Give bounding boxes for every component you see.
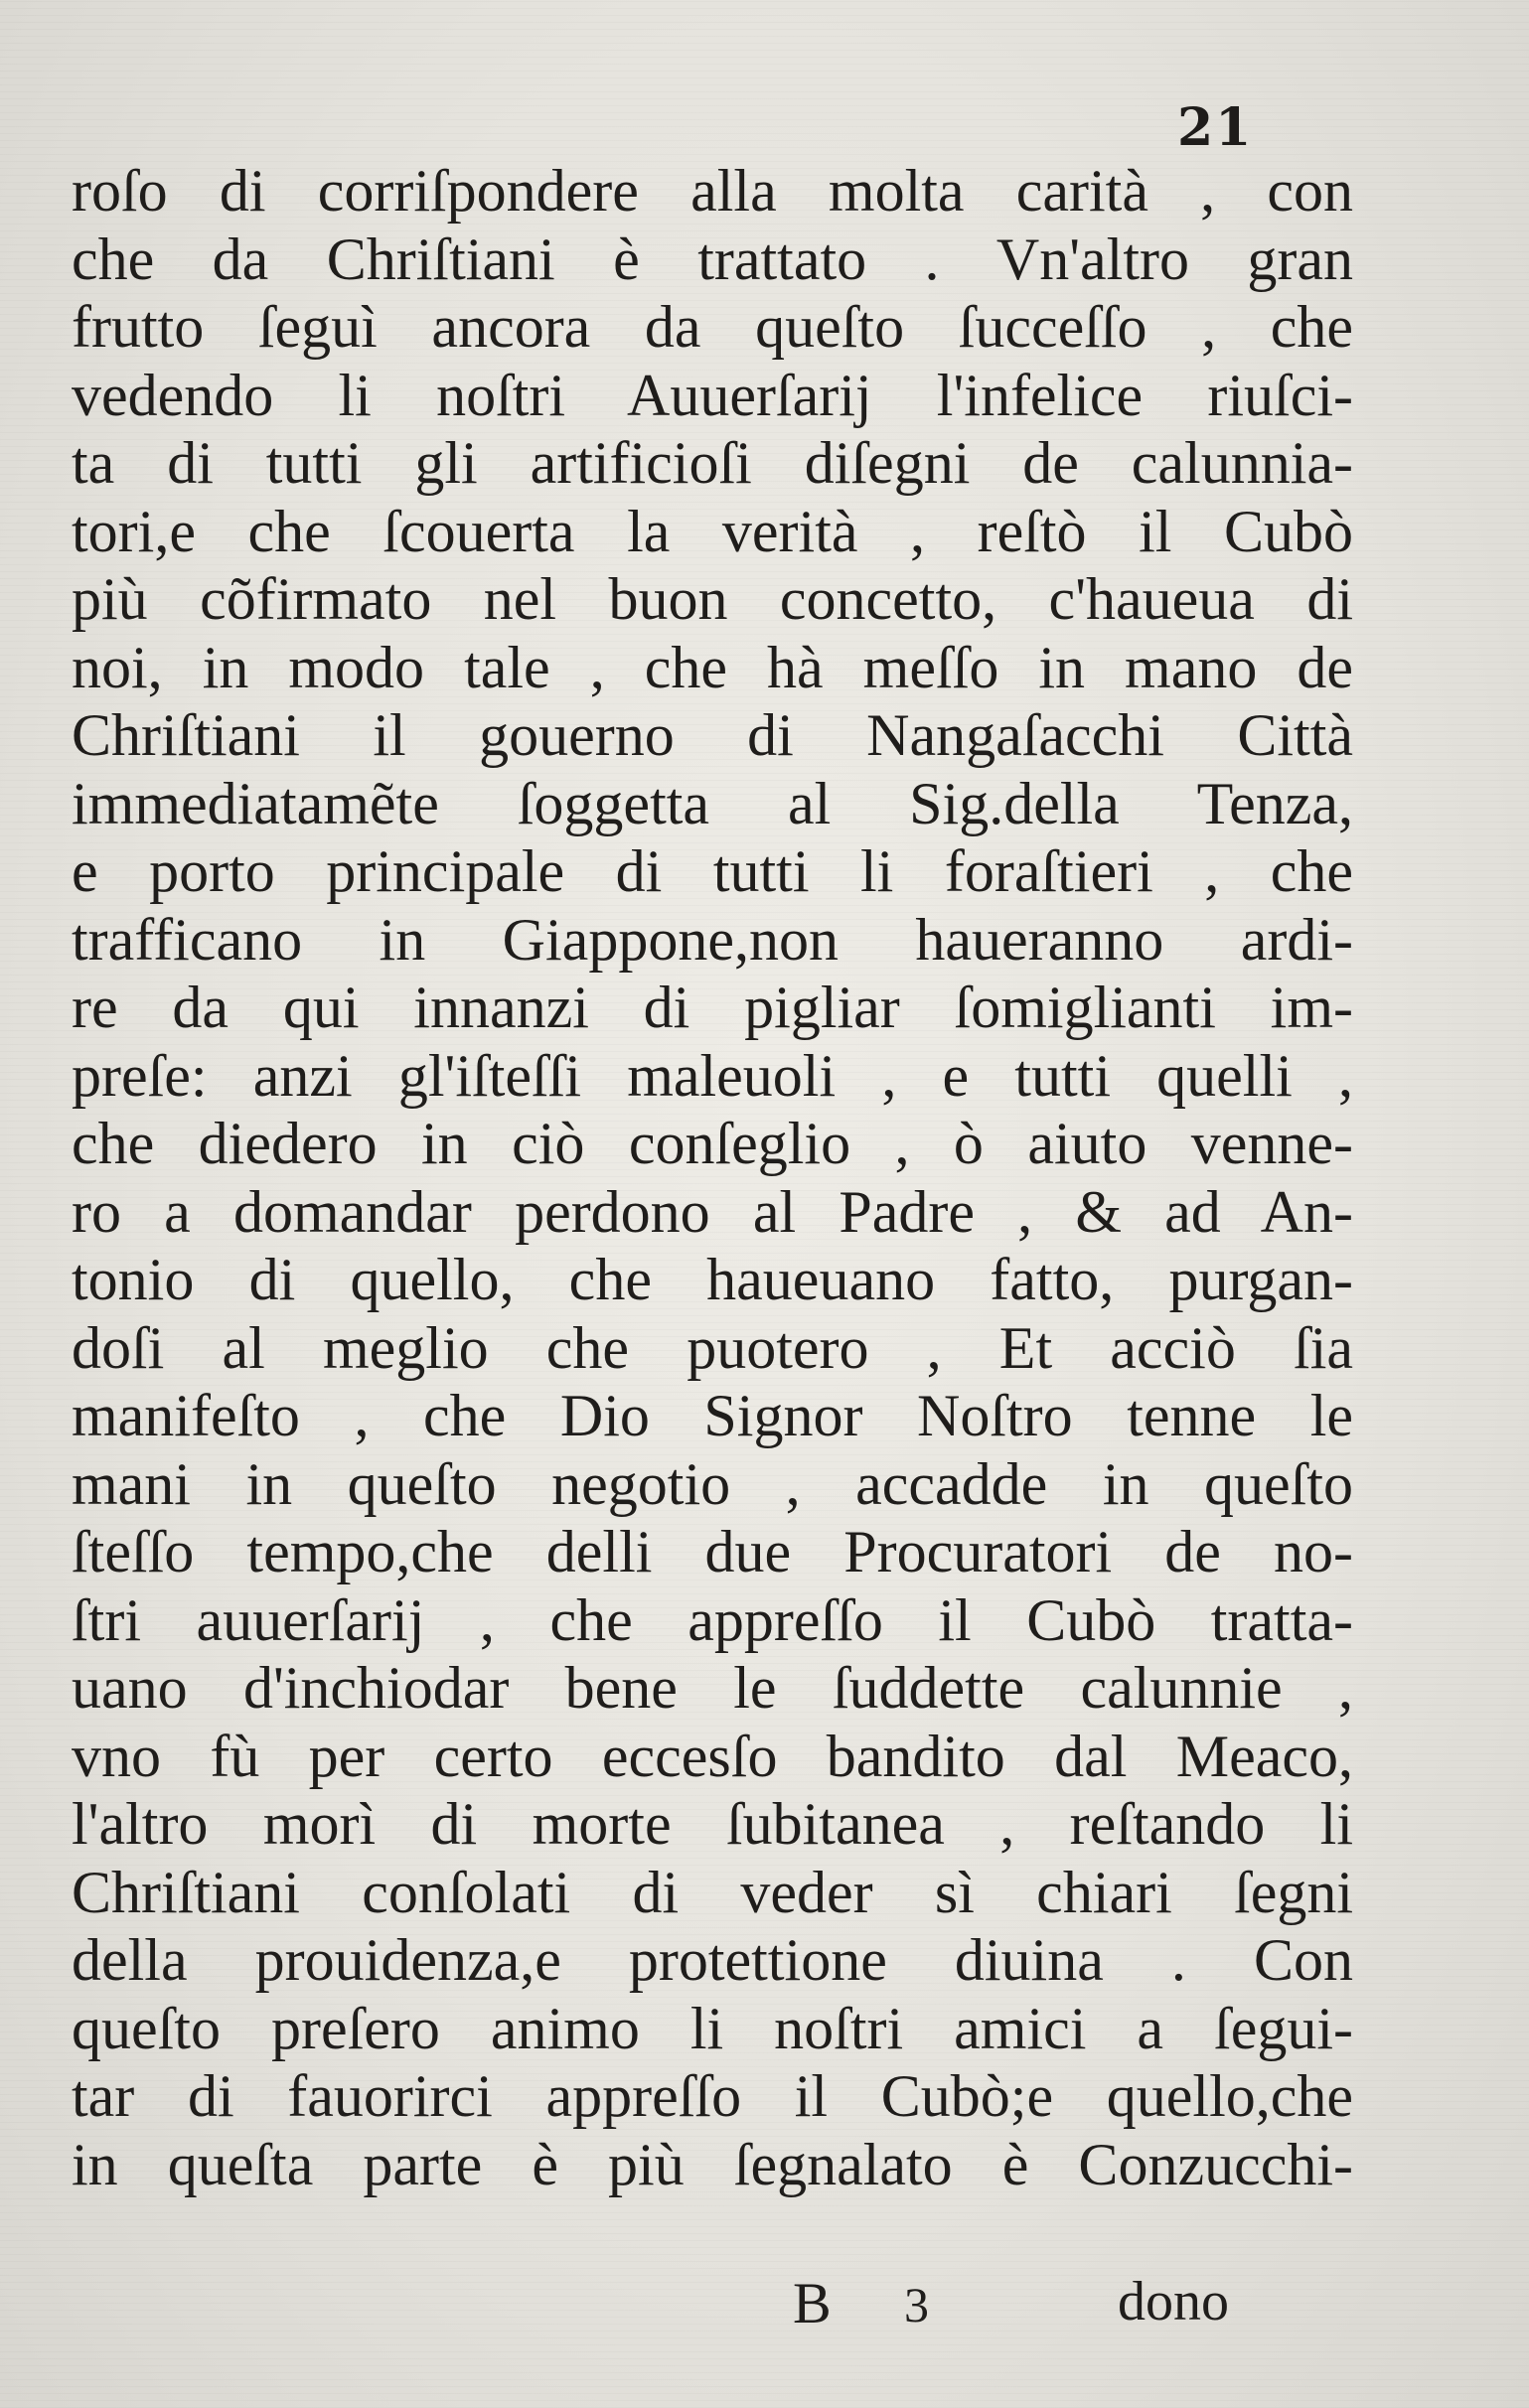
text-line: tonio di quello, che haueuano fatto, purgan-: [72, 1247, 1353, 1312]
signature-mark: B: [793, 2271, 832, 2335]
text-line: più cõfirmato nel buon concetto, c'haueua di: [72, 566, 1353, 632]
text-line: l'altro morì di morte ſubitanea , reſtando li: [72, 1791, 1353, 1857]
text-line: vno fù per certo eccesſo bandito dal Meaco,: [72, 1723, 1353, 1789]
text-line: che diedero in ciò conſeglio , ò aiuto venne-: [72, 1111, 1353, 1176]
text-line: tar di fauorirci appreſſo il Cubò;e quello,che: [72, 2063, 1353, 2129]
text-line: immediatamẽte ſoggetta al Sig.della Tenza,: [72, 770, 1353, 836]
text-line: re da qui innanzi di pigliar ſomiglianti im-: [72, 975, 1353, 1040]
text-line: che da Chriſtiani è trattato . Vn'altro gran: [72, 226, 1353, 292]
text-line: mani in queſto negotio , accadde in queſto: [72, 1450, 1353, 1517]
text-line: preſe: anzi gl'iſteſſi maleuoli , e tutti quelli ,: [72, 1042, 1353, 1109]
text-line: noi, in modo tale , che hà meſſo in mano de: [72, 634, 1353, 700]
text-line: in queſta parte è più ſegnalato è Conzucchi-: [72, 2131, 1353, 2197]
text-line: uano d'inchiodar bene le ſuddette calunnie ,: [72, 1655, 1353, 1721]
text-line: trafficano in Giappone,non haueranno ardi-: [72, 906, 1353, 973]
catchword: dono: [1118, 2271, 1229, 2333]
page-footer: [0, 2270, 1529, 2349]
text-line: doſi al meglio che puotero , Et acciò ſia: [72, 1314, 1353, 1381]
text-line: ro a domandar perdono al Padre , & ad An-: [72, 1178, 1353, 1245]
text-line: ſtri auuerſarij , che appreſſo il Cubò tratta-: [72, 1586, 1353, 1653]
text-line: ta di tutti gli artificioſi diſegni de calunnia-: [72, 430, 1353, 496]
text-line: Chriſtiani conſolati di veder sì chiari ſegni: [72, 1859, 1353, 1925]
signature-number: 3: [904, 2277, 929, 2333]
text-line: della prouidenza,e protettione diuina . Con: [72, 1927, 1353, 1993]
text-line: e porto principale di tutti li foraſtieri , che: [72, 838, 1353, 904]
text-line: Chriſtiani il gouerno di Nangaſacchi Città: [72, 702, 1353, 768]
body-text: [72, 157, 1353, 2198]
text-line: vedendo li noſtri Auuerſarij l'infelice riuſci-: [72, 362, 1353, 428]
text-line: tori,e che ſcouerta la verità , reſtò il Cubò: [72, 498, 1353, 564]
text-line: queſto preſero animo li noſtri amici a ſegui-: [72, 1995, 1353, 2061]
text-line: frutto ſeguì ancora da queſto ſucceſſo , che: [72, 294, 1353, 360]
text-line: roſo di corriſpondere alla molta carità , con: [72, 158, 1353, 224]
text-line: manifeſto , che Dio Signor Noſtro tenne le: [72, 1383, 1353, 1448]
text-line: ſteſſo tempo,che delli due Procuratori de no-: [72, 1519, 1353, 1584]
page-number: 21: [1177, 97, 1254, 158]
